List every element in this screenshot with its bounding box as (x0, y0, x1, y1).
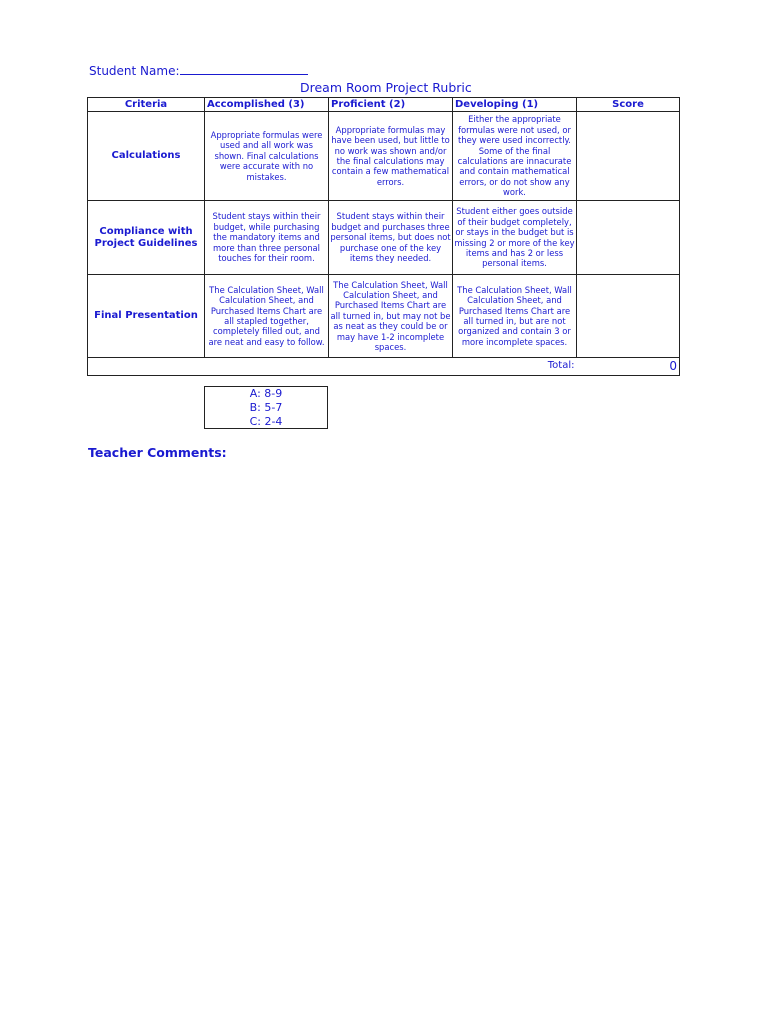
grade-scale-item: A: 8-9 (249, 387, 283, 400)
table-row (88, 275, 680, 358)
column-header-score: Score (577, 98, 680, 112)
total-value: 0 (577, 358, 680, 376)
criteria-cell: Final Presentation (88, 275, 205, 358)
page-title: Dream Room Project Rubric (300, 80, 472, 95)
accomplished-cell: The Calculation Sheet, Wall Calculation Sheet, and Purchased Items Chart are all stapled together, completely filled out, and are neat and easy to follow. (205, 275, 329, 358)
student-name-label: Student Name: (89, 64, 180, 78)
column-header-developing: Developing (1) (453, 98, 577, 112)
column-header-criteria: Criteria (88, 98, 205, 112)
score-cell[interactable] (577, 275, 680, 358)
score-cell[interactable] (577, 112, 680, 201)
developing-cell: The Calculation Sheet, Wall Calculation Sheet, and Purchased Items Chart are all turned in, but are not organized and contain 3 or more incomplete spaces. (453, 275, 577, 358)
score-cell[interactable] (577, 201, 680, 275)
grade-scale-item: C: 2-4 (249, 415, 283, 428)
table-row (88, 201, 680, 275)
student-name-line (180, 63, 308, 75)
rubric-table (87, 97, 680, 376)
total-label: Total: (88, 358, 577, 376)
criteria-cell: Calculations (88, 112, 205, 201)
grade-scale-box (204, 386, 328, 429)
accomplished-cell: Appropriate formulas were used and all work was shown. Final calculations were accurate with no mistakes. (205, 112, 329, 201)
column-header-proficient: Proficient (2) (329, 98, 453, 112)
table-row (88, 112, 680, 201)
developing-cell: Either the appropriate formulas were not used, or they were used incorrectly. Some of the final calculations are innacurate and contain mathematical errors, or do not show any work. (453, 112, 577, 201)
student-name-field (89, 63, 308, 78)
developing-cell: Student either goes outside of their budget completely, or stays in the budget but is missing 2 or more of the key items and has 2 or less personal items. (453, 201, 577, 275)
proficient-cell: Appropriate formulas may have been used, but little to no work was shown and/or the final calculations may contain a few mathematical errors. (329, 112, 453, 201)
proficient-cell: The Calculation Sheet, Wall Calculation Sheet, and Purchased Items Chart are all turned in, but may not be as neat as they could be or may have 1-2 incomplete spaces. (329, 275, 453, 358)
accomplished-cell: Student stays within their budget, while purchasing the mandatory items and more than three personal touches for their room. (205, 201, 329, 275)
teacher-comments-label: Teacher Comments: (88, 445, 227, 460)
criteria-cell: Compliance with Project Guidelines (88, 201, 205, 275)
column-header-accomplished: Accomplished (3) (205, 98, 329, 112)
grade-scale-item: B: 5-7 (249, 401, 283, 414)
total-row (88, 358, 680, 376)
proficient-cell: Student stays within their budget and purchases three personal items, but does not purchase one of the key items they needed. (329, 201, 453, 275)
table-header-row (88, 98, 680, 112)
